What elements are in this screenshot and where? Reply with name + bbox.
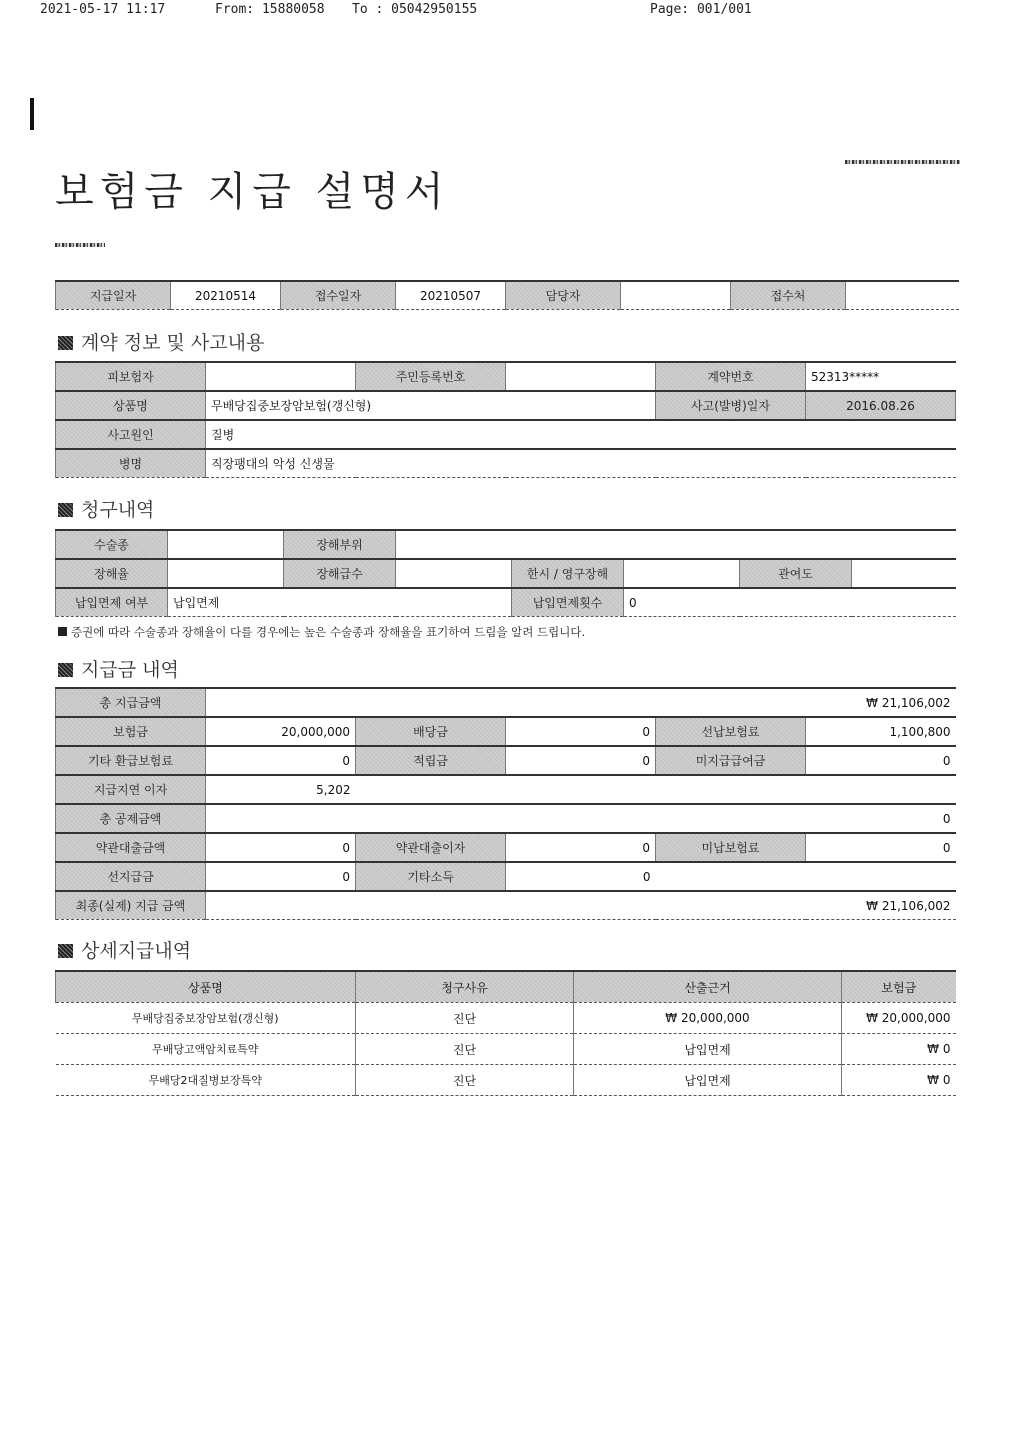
rrn	[506, 362, 656, 391]
manager-label: 담당자	[506, 281, 621, 310]
disability-grade	[396, 559, 512, 588]
product-label: 상품명	[56, 391, 206, 420]
product: 무배당집중보장암보험(갱신형)	[206, 391, 656, 420]
detail-col-basis: 산출근거	[574, 971, 842, 1003]
insured	[206, 362, 356, 391]
claim-heading: 청구내역	[58, 495, 154, 522]
detail-col-reason: 청구사유	[356, 971, 574, 1003]
section-square-icon	[58, 503, 73, 517]
receipt-place	[846, 281, 959, 310]
dividend-label: 배당금	[356, 717, 506, 746]
contract-no: 52313*****	[806, 362, 956, 391]
table-row	[56, 1003, 956, 1034]
detail-col-product: 상품명	[56, 971, 356, 1003]
fax-page: Page: 001/001	[650, 2, 752, 17]
insured-label: 피보험자	[56, 362, 206, 391]
accident-date: 2016.08.26	[806, 391, 956, 420]
receipt-date-label: 접수일자	[281, 281, 396, 310]
prepaid-label: 선납보험료	[656, 717, 806, 746]
disease-label: 병명	[56, 449, 206, 478]
final-label: 최종(실제) 지급 금액	[56, 891, 206, 920]
unpaid-amount: 0	[806, 746, 956, 775]
detail-reason: 진단	[356, 1065, 574, 1096]
prepaid-amount: 1,100,800	[806, 717, 956, 746]
delay-interest-amount: 5,202	[206, 775, 356, 804]
detail-basis: 납입면제	[574, 1065, 842, 1096]
surgery-type-label: 수술종	[56, 530, 168, 559]
total-deduction-label: 총 공제금액	[56, 804, 206, 833]
detail-amount: ₩ 0	[842, 1065, 956, 1096]
rrn-label: 주민등록번호	[356, 362, 506, 391]
disability-kind	[624, 559, 740, 588]
total-amount: ₩ 21,106,002	[206, 688, 956, 717]
fax-datetime: 2021-05-17 11:17	[40, 2, 166, 17]
waiver-count: 0	[624, 588, 956, 617]
reserve-amount: 0	[506, 746, 656, 775]
unpaid-label: 미지급급여금	[656, 746, 806, 775]
scan-noise-left	[55, 243, 105, 247]
fax-to: To : 05042950155	[352, 2, 478, 17]
summary-table	[55, 280, 959, 310]
pay-date-label: 지급일자	[56, 281, 171, 310]
waiver-count-label: 납입면제횟수	[512, 588, 624, 617]
contract-heading: 계약 정보 및 사고내용	[58, 328, 264, 355]
disability-part	[396, 530, 956, 559]
cause-label: 사고원인	[56, 420, 206, 449]
page-title: 보험금 지급 설명서	[55, 169, 450, 215]
loan-amount: 0	[206, 833, 356, 862]
detail-product: 무배당고액암치료특약	[56, 1034, 356, 1065]
detail-reason: 진단	[356, 1034, 574, 1065]
dividend-amount: 0	[506, 717, 656, 746]
advance-amount: 0	[206, 862, 356, 891]
table-row	[56, 1065, 956, 1096]
unpaid-premium-amount: 0	[806, 833, 956, 862]
disability-rate-label: 장해율	[56, 559, 168, 588]
note-square-icon	[58, 627, 67, 636]
disability-kind-label: 한시 / 영구장해	[512, 559, 624, 588]
section-square-icon	[58, 944, 73, 958]
detail-basis: 납입면제	[574, 1034, 842, 1065]
relevance-label: 관여도	[740, 559, 852, 588]
detail-col-amount: 보험금	[842, 971, 956, 1003]
scan-mark	[30, 98, 34, 130]
waiver-label: 납입면제 여부	[56, 588, 168, 617]
unpaid-premium-label: 미납보험료	[656, 833, 806, 862]
detail-product: 무배당집중보장암보험(갱신형)	[56, 1003, 356, 1034]
disability-part-label: 장해부위	[284, 530, 396, 559]
total-deduction-amount: 0	[206, 804, 956, 833]
section-square-icon	[58, 663, 73, 677]
reserve-label: 적립금	[356, 746, 506, 775]
other-income-amount: 0	[506, 862, 656, 891]
fax-from: From: 15880058	[215, 2, 325, 17]
table-row	[56, 1034, 956, 1065]
final-amount: ₩ 21,106,002	[206, 891, 956, 920]
total-label: 총 지급금액	[56, 688, 206, 717]
accident-date-label: 사고(발병)일자	[656, 391, 806, 420]
detail-product: 무배당2대질병보장특약	[56, 1065, 356, 1096]
waiver: 납입면제	[168, 588, 512, 617]
relevance	[852, 559, 956, 588]
claim-note: 증권에 따라 수술종과 장해율이 다를 경우에는 높은 수술종과 장해율을 표기하여 드림을 알려 드립니다.	[58, 624, 585, 640]
other-income-label: 기타소득	[356, 862, 506, 891]
contract-table	[55, 361, 956, 478]
manager	[621, 281, 731, 310]
delay-interest-label: 지급지연 이자	[56, 775, 206, 804]
empty-cell	[656, 862, 956, 891]
scan-noise-top-right	[845, 160, 960, 164]
receipt-date: 20210507	[396, 281, 506, 310]
disability-grade-label: 장해급수	[284, 559, 396, 588]
contract-no-label: 계약번호	[656, 362, 806, 391]
payment-table	[55, 687, 956, 920]
insurance-amount: 20,000,000	[206, 717, 356, 746]
claim-table	[55, 529, 956, 617]
insurance-label: 보험금	[56, 717, 206, 746]
detail-heading: 상세지급내역	[58, 936, 191, 963]
disease: 직장팽대의 악성 신생물	[206, 449, 956, 478]
other-refund-label: 기타 환급보험료	[56, 746, 206, 775]
detail-table	[55, 970, 956, 1096]
loan-label: 약관대출금액	[56, 833, 206, 862]
surgery-type	[168, 530, 284, 559]
other-refund-amount: 0	[206, 746, 356, 775]
disability-rate	[168, 559, 284, 588]
loan-interest-label: 약관대출이자	[356, 833, 506, 862]
detail-basis: ₩ 20,000,000	[574, 1003, 842, 1034]
advance-label: 선지급금	[56, 862, 206, 891]
cause: 질병	[206, 420, 956, 449]
receipt-place-label: 접수처	[731, 281, 846, 310]
payment-heading: 지급금 내역	[58, 655, 179, 682]
section-square-icon	[58, 336, 73, 350]
empty-cell	[356, 775, 956, 804]
detail-amount: ₩ 20,000,000	[842, 1003, 956, 1034]
loan-interest-amount: 0	[506, 833, 656, 862]
detail-amount: ₩ 0	[842, 1034, 956, 1065]
pay-date: 20210514	[171, 281, 281, 310]
detail-reason: 진단	[356, 1003, 574, 1034]
